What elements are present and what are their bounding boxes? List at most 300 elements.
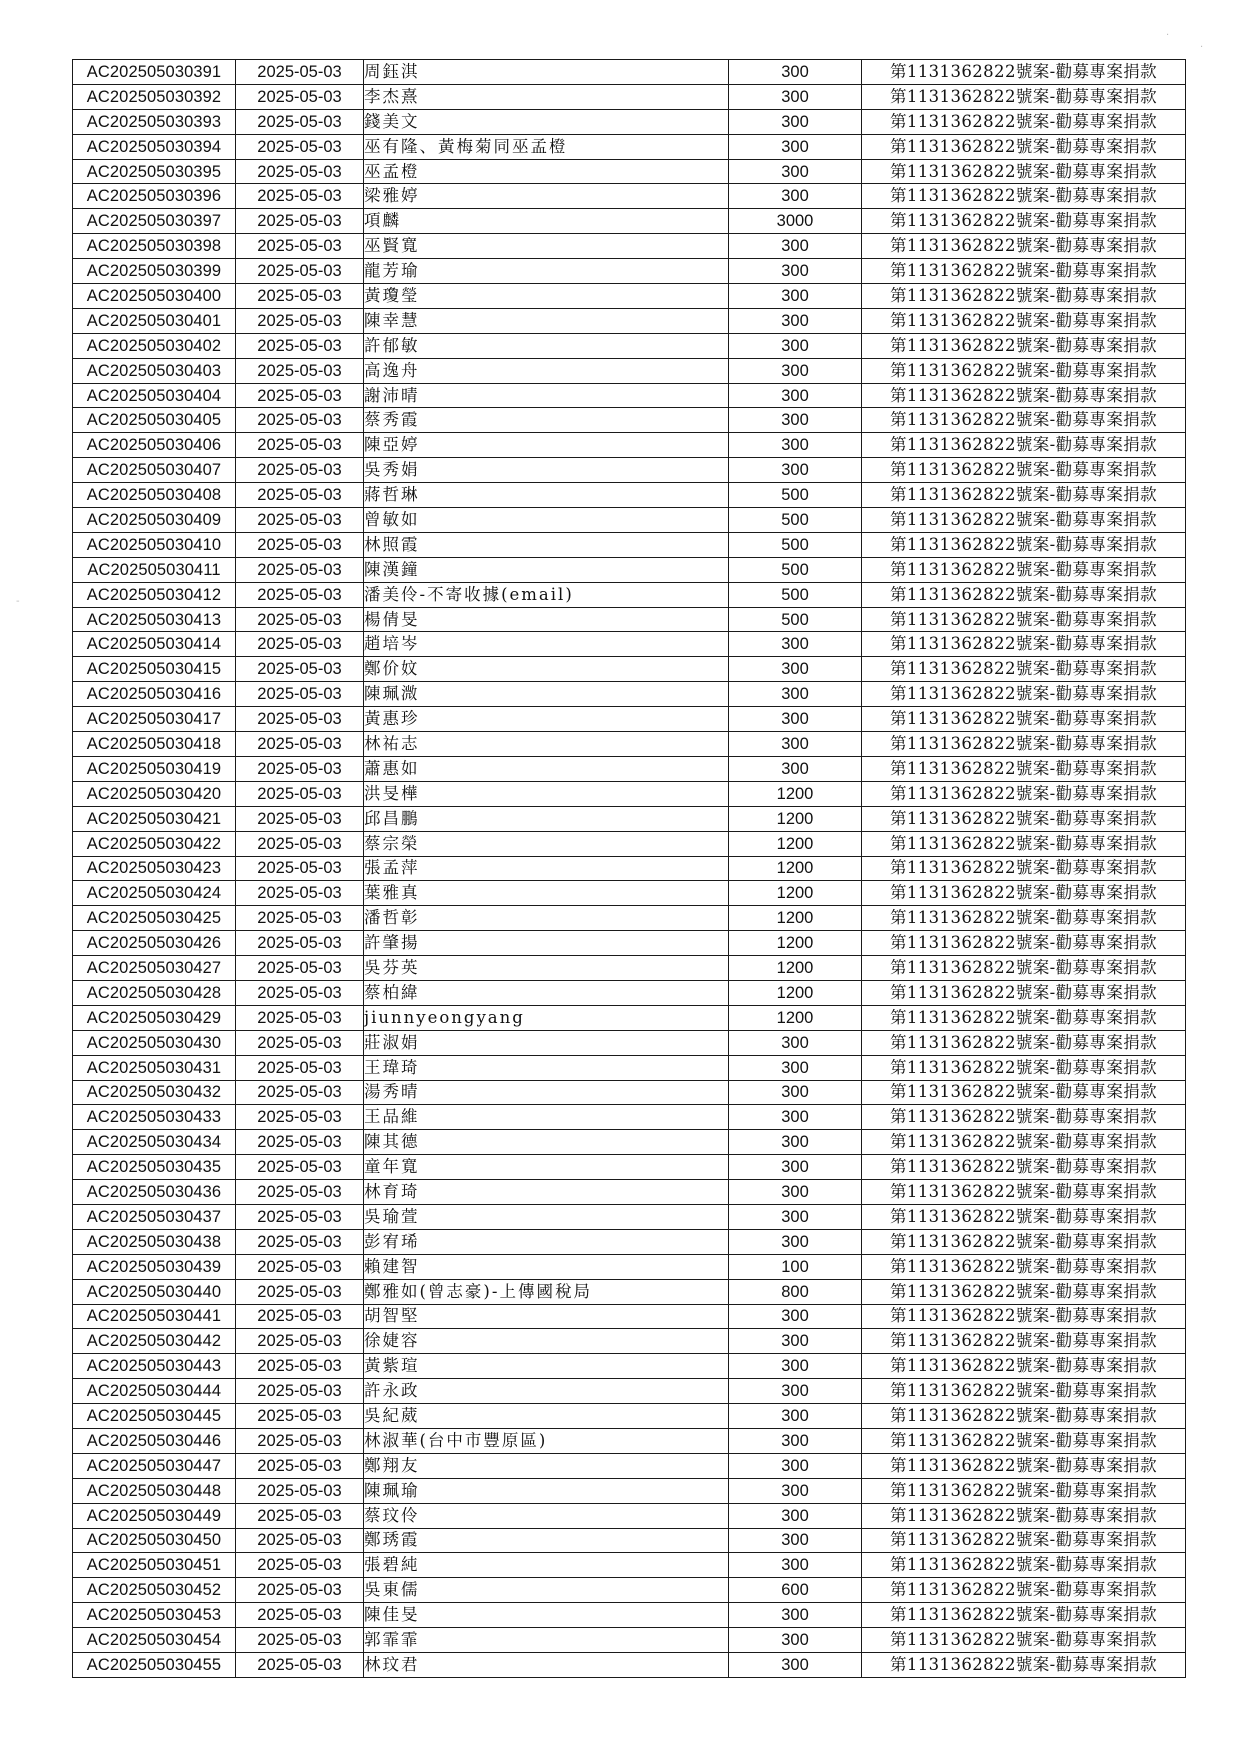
donation-date-cell: 2025-05-03 bbox=[236, 1478, 364, 1503]
donation-amount-cell: 300 bbox=[729, 84, 862, 109]
donor-name-cell: 巫孟橙 bbox=[364, 159, 729, 184]
donation-purpose-cell: 第1131362822號案-勸募專案捐款 bbox=[862, 881, 1186, 906]
donor-name-cell: 蔣哲琳 bbox=[364, 483, 729, 508]
donor-name-cell: 張碧純 bbox=[364, 1553, 729, 1578]
donor-name-cell: 蔡玟伶 bbox=[364, 1503, 729, 1528]
donor-name-cell: 鄭翔友 bbox=[364, 1453, 729, 1478]
donor-name-cell: 鄭价妏 bbox=[364, 657, 729, 682]
donor-name-cell: 王瑋琦 bbox=[364, 1055, 729, 1080]
donation-purpose-cell: 第1131362822號案-勸募專案捐款 bbox=[862, 707, 1186, 732]
donation-date-cell: 2025-05-03 bbox=[236, 358, 364, 383]
receipt-id-cell: AC202505030432 bbox=[73, 1080, 236, 1105]
donation-date-cell: 2025-05-03 bbox=[236, 1180, 364, 1205]
receipt-id-cell: AC202505030412 bbox=[73, 582, 236, 607]
donation-date-cell: 2025-05-03 bbox=[236, 1105, 364, 1130]
table-row bbox=[73, 980, 1186, 1005]
receipt-id-cell: AC202505030429 bbox=[73, 1005, 236, 1030]
donation-date-cell: 2025-05-03 bbox=[236, 84, 364, 109]
receipt-id-cell: AC202505030426 bbox=[73, 931, 236, 956]
donation-date-cell: 2025-05-03 bbox=[236, 483, 364, 508]
donation-amount-cell: 300 bbox=[729, 657, 862, 682]
donation-amount-cell: 500 bbox=[729, 582, 862, 607]
table-row bbox=[73, 1030, 1186, 1055]
donation-amount-cell: 1200 bbox=[729, 906, 862, 931]
donation-date-cell: 2025-05-03 bbox=[236, 1528, 364, 1553]
donation-amount-cell: 300 bbox=[729, 333, 862, 358]
donation-purpose-cell: 第1131362822號案-勸募專案捐款 bbox=[862, 1628, 1186, 1653]
donor-name-cell: 陳漢鐘 bbox=[364, 557, 729, 582]
donor-name-cell: 葉雅真 bbox=[364, 881, 729, 906]
receipt-id-cell: AC202505030444 bbox=[73, 1379, 236, 1404]
donation-purpose-cell: 第1131362822號案-勸募專案捐款 bbox=[862, 1055, 1186, 1080]
donation-amount-cell: 300 bbox=[729, 1030, 862, 1055]
donation-date-cell: 2025-05-03 bbox=[236, 1379, 364, 1404]
donation-date-cell: 2025-05-03 bbox=[236, 831, 364, 856]
donation-date-cell: 2025-05-03 bbox=[236, 1603, 364, 1628]
receipt-id-cell: AC202505030409 bbox=[73, 508, 236, 533]
donor-name-cell: 錢美文 bbox=[364, 109, 729, 134]
table-row bbox=[73, 532, 1186, 557]
donation-purpose-cell: 第1131362822號案-勸募專案捐款 bbox=[862, 1130, 1186, 1155]
donation-amount-cell: 300 bbox=[729, 1428, 862, 1453]
donation-purpose-cell: 第1131362822號案-勸募專案捐款 bbox=[862, 1528, 1186, 1553]
donor-name-cell: 賴建智 bbox=[364, 1254, 729, 1279]
donation-amount-cell: 500 bbox=[729, 508, 862, 533]
receipt-id-cell: AC202505030448 bbox=[73, 1478, 236, 1503]
donation-purpose-cell: 第1131362822號案-勸募專案捐款 bbox=[862, 906, 1186, 931]
donation-amount-cell: 300 bbox=[729, 1055, 862, 1080]
donor-name-cell: 吳瑜萱 bbox=[364, 1204, 729, 1229]
receipt-id-cell: AC202505030447 bbox=[73, 1453, 236, 1478]
donation-date-cell: 2025-05-03 bbox=[236, 159, 364, 184]
table-row bbox=[73, 234, 1186, 259]
receipt-id-cell: AC202505030400 bbox=[73, 284, 236, 309]
donation-purpose-cell: 第1131362822號案-勸募專案捐款 bbox=[862, 1204, 1186, 1229]
table-row bbox=[73, 1080, 1186, 1105]
receipt-id-cell: AC202505030449 bbox=[73, 1503, 236, 1528]
donation-date-cell: 2025-05-03 bbox=[236, 632, 364, 657]
donor-name-cell: 李杰熹 bbox=[364, 84, 729, 109]
receipt-id-cell: AC202505030414 bbox=[73, 632, 236, 657]
donation-purpose-cell: 第1131362822號案-勸募專案捐款 bbox=[862, 483, 1186, 508]
table-row bbox=[73, 806, 1186, 831]
table-row bbox=[73, 1279, 1186, 1304]
receipt-id-cell: AC202505030395 bbox=[73, 159, 236, 184]
donation-ledger-table bbox=[72, 59, 1186, 1678]
donor-name-cell: 許肇揚 bbox=[364, 931, 729, 956]
donation-amount-cell: 300 bbox=[729, 1553, 862, 1578]
donation-amount-cell: 300 bbox=[729, 308, 862, 333]
donation-date-cell: 2025-05-03 bbox=[236, 1254, 364, 1279]
table-row bbox=[73, 408, 1186, 433]
receipt-id-cell: AC202505030440 bbox=[73, 1279, 236, 1304]
donor-name-cell: 林照霞 bbox=[364, 532, 729, 557]
receipt-id-cell: AC202505030438 bbox=[73, 1229, 236, 1254]
donor-name-cell: 吳芬英 bbox=[364, 956, 729, 981]
donor-name-cell: 許郁敏 bbox=[364, 333, 729, 358]
donation-purpose-cell: 第1131362822號案-勸募專案捐款 bbox=[862, 1379, 1186, 1404]
donor-name-cell: 蕭惠如 bbox=[364, 756, 729, 781]
donation-purpose-cell: 第1131362822號案-勸募專案捐款 bbox=[862, 109, 1186, 134]
donation-date-cell: 2025-05-03 bbox=[236, 1130, 364, 1155]
donor-name-cell: 趙培岑 bbox=[364, 632, 729, 657]
donation-purpose-cell: 第1131362822號案-勸募專案捐款 bbox=[862, 1005, 1186, 1030]
donation-purpose-cell: 第1131362822號案-勸募專案捐款 bbox=[862, 682, 1186, 707]
donation-date-cell: 2025-05-03 bbox=[236, 1553, 364, 1578]
donor-name-cell: 吳秀娟 bbox=[364, 458, 729, 483]
donation-amount-cell: 300 bbox=[729, 184, 862, 209]
donation-date-cell: 2025-05-03 bbox=[236, 109, 364, 134]
table-row bbox=[73, 632, 1186, 657]
donation-purpose-cell: 第1131362822號案-勸募專案捐款 bbox=[862, 308, 1186, 333]
donor-name-cell: 陳珮瑜 bbox=[364, 1478, 729, 1503]
donation-amount-cell: 300 bbox=[729, 1329, 862, 1354]
donation-amount-cell: 500 bbox=[729, 532, 862, 557]
donation-date-cell: 2025-05-03 bbox=[236, 781, 364, 806]
donation-amount-cell: 300 bbox=[729, 259, 862, 284]
donor-name-cell: 郭霏霏 bbox=[364, 1628, 729, 1653]
donor-name-cell: 邱昌鵬 bbox=[364, 806, 729, 831]
donation-purpose-cell: 第1131362822號案-勸募專案捐款 bbox=[862, 1653, 1186, 1678]
table-row bbox=[73, 1254, 1186, 1279]
donation-date-cell: 2025-05-03 bbox=[236, 707, 364, 732]
donation-date-cell: 2025-05-03 bbox=[236, 458, 364, 483]
donation-amount-cell: 1200 bbox=[729, 806, 862, 831]
table-row bbox=[73, 856, 1186, 881]
donation-date-cell: 2025-05-03 bbox=[236, 881, 364, 906]
donation-amount-cell: 300 bbox=[729, 1603, 862, 1628]
donor-name-cell: 陳珮溦 bbox=[364, 682, 729, 707]
donation-amount-cell: 300 bbox=[729, 1130, 862, 1155]
donation-amount-cell: 1200 bbox=[729, 1005, 862, 1030]
table-row bbox=[73, 184, 1186, 209]
receipt-id-cell: AC202505030397 bbox=[73, 209, 236, 234]
donor-name-cell: 蔡柏緯 bbox=[364, 980, 729, 1005]
donation-amount-cell: 300 bbox=[729, 134, 862, 159]
donation-purpose-cell: 第1131362822號案-勸募專案捐款 bbox=[862, 134, 1186, 159]
receipt-id-cell: AC202505030422 bbox=[73, 831, 236, 856]
donation-purpose-cell: 第1131362822號案-勸募專案捐款 bbox=[862, 60, 1186, 85]
donation-purpose-cell: 第1131362822號案-勸募專案捐款 bbox=[862, 1578, 1186, 1603]
table-row bbox=[73, 458, 1186, 483]
donor-name-cell: 潘哲彰 bbox=[364, 906, 729, 931]
table-row bbox=[73, 1180, 1186, 1205]
donation-amount-cell: 300 bbox=[729, 234, 862, 259]
table-row bbox=[73, 1055, 1186, 1080]
table-row bbox=[73, 1304, 1186, 1329]
receipt-id-cell: AC202505030433 bbox=[73, 1105, 236, 1130]
donor-name-cell: 曾敏如 bbox=[364, 508, 729, 533]
receipt-id-cell: AC202505030399 bbox=[73, 259, 236, 284]
table-row bbox=[73, 906, 1186, 931]
donation-amount-cell: 300 bbox=[729, 408, 862, 433]
donor-name-cell: 吳東儒 bbox=[364, 1578, 729, 1603]
table-row bbox=[73, 159, 1186, 184]
donation-amount-cell: 1200 bbox=[729, 856, 862, 881]
donation-date-cell: 2025-05-03 bbox=[236, 657, 364, 682]
donation-amount-cell: 1200 bbox=[729, 931, 862, 956]
donor-name-cell: 徐婕容 bbox=[364, 1329, 729, 1354]
table-row bbox=[73, 1204, 1186, 1229]
donation-date-cell: 2025-05-03 bbox=[236, 607, 364, 632]
donation-purpose-cell: 第1131362822號案-勸募專案捐款 bbox=[862, 284, 1186, 309]
donation-amount-cell: 300 bbox=[729, 1404, 862, 1429]
table-row bbox=[73, 383, 1186, 408]
donor-name-cell: 潘美伶-不寄收據(email) bbox=[364, 582, 729, 607]
donor-name-cell: 洪旻樺 bbox=[364, 781, 729, 806]
ledger-body bbox=[73, 60, 1186, 1678]
donation-date-cell: 2025-05-03 bbox=[236, 532, 364, 557]
donation-purpose-cell: 第1131362822號案-勸募專案捐款 bbox=[862, 209, 1186, 234]
donation-amount-cell: 300 bbox=[729, 383, 862, 408]
donation-amount-cell: 300 bbox=[729, 682, 862, 707]
donor-name-cell: 胡智堅 bbox=[364, 1304, 729, 1329]
donor-name-cell: 黃惠珍 bbox=[364, 707, 729, 732]
receipt-id-cell: AC202505030411 bbox=[73, 557, 236, 582]
donation-purpose-cell: 第1131362822號案-勸募專案捐款 bbox=[862, 408, 1186, 433]
donation-purpose-cell: 第1131362822號案-勸募專案捐款 bbox=[862, 1105, 1186, 1130]
receipt-id-cell: AC202505030404 bbox=[73, 383, 236, 408]
donor-name-cell: 項麟 bbox=[364, 209, 729, 234]
donor-name-cell: 童年寬 bbox=[364, 1155, 729, 1180]
receipt-id-cell: AC202505030403 bbox=[73, 358, 236, 383]
donation-purpose-cell: 第1131362822號案-勸募專案捐款 bbox=[862, 532, 1186, 557]
donation-date-cell: 2025-05-03 bbox=[236, 284, 364, 309]
table-row bbox=[73, 931, 1186, 956]
table-row bbox=[73, 1404, 1186, 1429]
donation-amount-cell: 300 bbox=[729, 1105, 862, 1130]
donation-purpose-cell: 第1131362822號案-勸募專案捐款 bbox=[862, 607, 1186, 632]
donation-amount-cell: 3000 bbox=[729, 209, 862, 234]
receipt-id-cell: AC202505030442 bbox=[73, 1329, 236, 1354]
donation-purpose-cell: 第1131362822號案-勸募專案捐款 bbox=[862, 1553, 1186, 1578]
donor-name-cell: 吳紀葳 bbox=[364, 1404, 729, 1429]
donation-purpose-cell: 第1131362822號案-勸募專案捐款 bbox=[862, 1453, 1186, 1478]
table-row bbox=[73, 1528, 1186, 1553]
table-row bbox=[73, 881, 1186, 906]
table-row bbox=[73, 1503, 1186, 1528]
donation-purpose-cell: 第1131362822號案-勸募專案捐款 bbox=[862, 333, 1186, 358]
receipt-id-cell: AC202505030413 bbox=[73, 607, 236, 632]
receipt-id-cell: AC202505030393 bbox=[73, 109, 236, 134]
table-row bbox=[73, 1105, 1186, 1130]
donation-amount-cell: 300 bbox=[729, 1379, 862, 1404]
receipt-id-cell: AC202505030435 bbox=[73, 1155, 236, 1180]
receipt-id-cell: AC202505030453 bbox=[73, 1603, 236, 1628]
donation-date-cell: 2025-05-03 bbox=[236, 1005, 364, 1030]
donation-purpose-cell: 第1131362822號案-勸募專案捐款 bbox=[862, 433, 1186, 458]
donation-amount-cell: 300 bbox=[729, 458, 862, 483]
receipt-id-cell: AC202505030421 bbox=[73, 806, 236, 831]
donation-date-cell: 2025-05-03 bbox=[236, 1503, 364, 1528]
donor-name-cell: 鄭琇霞 bbox=[364, 1528, 729, 1553]
receipt-id-cell: AC202505030428 bbox=[73, 980, 236, 1005]
table-row bbox=[73, 134, 1186, 159]
donation-date-cell: 2025-05-03 bbox=[236, 856, 364, 881]
donation-date-cell: 2025-05-03 bbox=[236, 1155, 364, 1180]
table-row bbox=[73, 84, 1186, 109]
donation-amount-cell: 300 bbox=[729, 1204, 862, 1229]
table-row bbox=[73, 1155, 1186, 1180]
donor-name-cell: 許永政 bbox=[364, 1379, 729, 1404]
donation-date-cell: 2025-05-03 bbox=[236, 408, 364, 433]
donation-date-cell: 2025-05-03 bbox=[236, 1628, 364, 1653]
donation-purpose-cell: 第1131362822號案-勸募專案捐款 bbox=[862, 956, 1186, 981]
donation-purpose-cell: 第1131362822號案-勸募專案捐款 bbox=[862, 1404, 1186, 1429]
donation-purpose-cell: 第1131362822號案-勸募專案捐款 bbox=[862, 358, 1186, 383]
donation-amount-cell: 300 bbox=[729, 1653, 862, 1678]
table-row bbox=[73, 209, 1186, 234]
donation-purpose-cell: 第1131362822號案-勸募專案捐款 bbox=[862, 1354, 1186, 1379]
donation-date-cell: 2025-05-03 bbox=[236, 980, 364, 1005]
receipt-id-cell: AC202505030415 bbox=[73, 657, 236, 682]
donation-date-cell: 2025-05-03 bbox=[236, 433, 364, 458]
donation-purpose-cell: 第1131362822號案-勸募專案捐款 bbox=[862, 582, 1186, 607]
donation-purpose-cell: 第1131362822號案-勸募專案捐款 bbox=[862, 1180, 1186, 1205]
donation-date-cell: 2025-05-03 bbox=[236, 508, 364, 533]
donor-name-cell: 楊倩旻 bbox=[364, 607, 729, 632]
receipt-id-cell: AC202505030427 bbox=[73, 956, 236, 981]
donation-amount-cell: 1200 bbox=[729, 980, 862, 1005]
donation-purpose-cell: 第1131362822號案-勸募專案捐款 bbox=[862, 1155, 1186, 1180]
table-row bbox=[73, 657, 1186, 682]
donation-purpose-cell: 第1131362822號案-勸募專案捐款 bbox=[862, 1329, 1186, 1354]
donor-name-cell: jiunnyeongyang bbox=[364, 1005, 729, 1030]
donation-purpose-cell: 第1131362822號案-勸募專案捐款 bbox=[862, 234, 1186, 259]
donation-date-cell: 2025-05-03 bbox=[236, 1030, 364, 1055]
table-row bbox=[73, 483, 1186, 508]
receipt-id-cell: AC202505030402 bbox=[73, 333, 236, 358]
donation-purpose-cell: 第1131362822號案-勸募專案捐款 bbox=[862, 458, 1186, 483]
receipt-id-cell: AC202505030445 bbox=[73, 1404, 236, 1429]
donation-date-cell: 2025-05-03 bbox=[236, 1653, 364, 1678]
donation-purpose-cell: 第1131362822號案-勸募專案捐款 bbox=[862, 1030, 1186, 1055]
donation-amount-cell: 1200 bbox=[729, 956, 862, 981]
receipt-id-cell: AC202505030416 bbox=[73, 682, 236, 707]
table-row bbox=[73, 1478, 1186, 1503]
table-row bbox=[73, 1578, 1186, 1603]
donation-date-cell: 2025-05-03 bbox=[236, 1279, 364, 1304]
table-row bbox=[73, 1130, 1186, 1155]
donor-name-cell: 黃紫瑄 bbox=[364, 1354, 729, 1379]
donation-date-cell: 2025-05-03 bbox=[236, 134, 364, 159]
receipt-id-cell: AC202505030418 bbox=[73, 732, 236, 757]
donor-name-cell: 陳亞婷 bbox=[364, 433, 729, 458]
donation-amount-cell: 100 bbox=[729, 1254, 862, 1279]
donation-date-cell: 2025-05-03 bbox=[236, 1055, 364, 1080]
donation-purpose-cell: 第1131362822號案-勸募專案捐款 bbox=[862, 184, 1186, 209]
receipt-id-cell: AC202505030454 bbox=[73, 1628, 236, 1653]
table-row bbox=[73, 259, 1186, 284]
donor-name-cell: 林玟君 bbox=[364, 1653, 729, 1678]
table-row bbox=[73, 284, 1186, 309]
receipt-id-cell: AC202505030439 bbox=[73, 1254, 236, 1279]
donation-purpose-cell: 第1131362822號案-勸募專案捐款 bbox=[862, 1080, 1186, 1105]
donor-name-cell: 林育琦 bbox=[364, 1180, 729, 1205]
table-row bbox=[73, 358, 1186, 383]
donation-purpose-cell: 第1131362822號案-勸募專案捐款 bbox=[862, 1503, 1186, 1528]
table-row bbox=[73, 1553, 1186, 1578]
table-row bbox=[73, 831, 1186, 856]
receipt-id-cell: AC202505030425 bbox=[73, 906, 236, 931]
receipt-id-cell: AC202505030455 bbox=[73, 1653, 236, 1678]
donation-amount-cell: 500 bbox=[729, 483, 862, 508]
scan-speck: · bbox=[1200, 42, 1204, 53]
donation-purpose-cell: 第1131362822號案-勸募專案捐款 bbox=[862, 831, 1186, 856]
donation-date-cell: 2025-05-03 bbox=[236, 1453, 364, 1478]
donor-name-cell: 黃瓊瑩 bbox=[364, 284, 729, 309]
donor-name-cell: 湯秀晴 bbox=[364, 1080, 729, 1105]
donation-date-cell: 2025-05-03 bbox=[236, 209, 364, 234]
table-row bbox=[73, 557, 1186, 582]
donation-amount-cell: 600 bbox=[729, 1578, 862, 1603]
table-row bbox=[73, 508, 1186, 533]
donation-date-cell: 2025-05-03 bbox=[236, 1204, 364, 1229]
donation-amount-cell: 300 bbox=[729, 1453, 862, 1478]
donation-purpose-cell: 第1131362822號案-勸募專案捐款 bbox=[862, 383, 1186, 408]
donation-amount-cell: 300 bbox=[729, 707, 862, 732]
donation-purpose-cell: 第1131362822號案-勸募專案捐款 bbox=[862, 557, 1186, 582]
donation-date-cell: 2025-05-03 bbox=[236, 259, 364, 284]
donation-purpose-cell: 第1131362822號案-勸募專案捐款 bbox=[862, 259, 1186, 284]
table-row bbox=[73, 433, 1186, 458]
donation-purpose-cell: 第1131362822號案-勸募專案捐款 bbox=[862, 1478, 1186, 1503]
donation-purpose-cell: 第1131362822號案-勸募專案捐款 bbox=[862, 1603, 1186, 1628]
donation-amount-cell: 300 bbox=[729, 1628, 862, 1653]
table-row bbox=[73, 1329, 1186, 1354]
donation-purpose-cell: 第1131362822號案-勸募專案捐款 bbox=[862, 84, 1186, 109]
donation-purpose-cell: 第1131362822號案-勸募專案捐款 bbox=[862, 1428, 1186, 1453]
receipt-id-cell: AC202505030434 bbox=[73, 1130, 236, 1155]
donor-name-cell: 陳佳旻 bbox=[364, 1603, 729, 1628]
donation-amount-cell: 300 bbox=[729, 1080, 862, 1105]
receipt-id-cell: AC202505030398 bbox=[73, 234, 236, 259]
donation-ledger-sheet bbox=[72, 59, 1186, 1678]
donor-name-cell: 蔡秀霞 bbox=[364, 408, 729, 433]
scan-speck: · bbox=[1166, 30, 1170, 41]
donation-amount-cell: 300 bbox=[729, 1180, 862, 1205]
donation-amount-cell: 300 bbox=[729, 109, 862, 134]
donation-purpose-cell: 第1131362822號案-勸募專案捐款 bbox=[862, 856, 1186, 881]
receipt-id-cell: AC202505030452 bbox=[73, 1578, 236, 1603]
receipt-id-cell: AC202505030437 bbox=[73, 1204, 236, 1229]
donation-purpose-cell: 第1131362822號案-勸募專案捐款 bbox=[862, 657, 1186, 682]
donation-purpose-cell: 第1131362822號案-勸募專案捐款 bbox=[862, 806, 1186, 831]
donor-name-cell: 龍芳瑜 bbox=[364, 259, 729, 284]
donation-date-cell: 2025-05-03 bbox=[236, 931, 364, 956]
receipt-id-cell: AC202505030406 bbox=[73, 433, 236, 458]
donation-date-cell: 2025-05-03 bbox=[236, 1404, 364, 1429]
donation-date-cell: 2025-05-03 bbox=[236, 806, 364, 831]
receipt-id-cell: AC202505030391 bbox=[73, 60, 236, 85]
receipt-id-cell: AC202505030430 bbox=[73, 1030, 236, 1055]
donor-name-cell: 巫賢寬 bbox=[364, 234, 729, 259]
table-row bbox=[73, 756, 1186, 781]
donation-amount-cell: 300 bbox=[729, 1304, 862, 1329]
donation-date-cell: 2025-05-03 bbox=[236, 1304, 364, 1329]
donor-name-cell: 周鈺淇 bbox=[364, 60, 729, 85]
receipt-id-cell: AC202505030396 bbox=[73, 184, 236, 209]
table-row bbox=[73, 333, 1186, 358]
table-row bbox=[73, 1453, 1186, 1478]
receipt-id-cell: AC202505030419 bbox=[73, 756, 236, 781]
donation-amount-cell: 300 bbox=[729, 1528, 862, 1553]
table-row bbox=[73, 1603, 1186, 1628]
table-row bbox=[73, 732, 1186, 757]
receipt-id-cell: AC202505030394 bbox=[73, 134, 236, 159]
receipt-id-cell: AC202505030405 bbox=[73, 408, 236, 433]
donor-name-cell: 林祐志 bbox=[364, 732, 729, 757]
